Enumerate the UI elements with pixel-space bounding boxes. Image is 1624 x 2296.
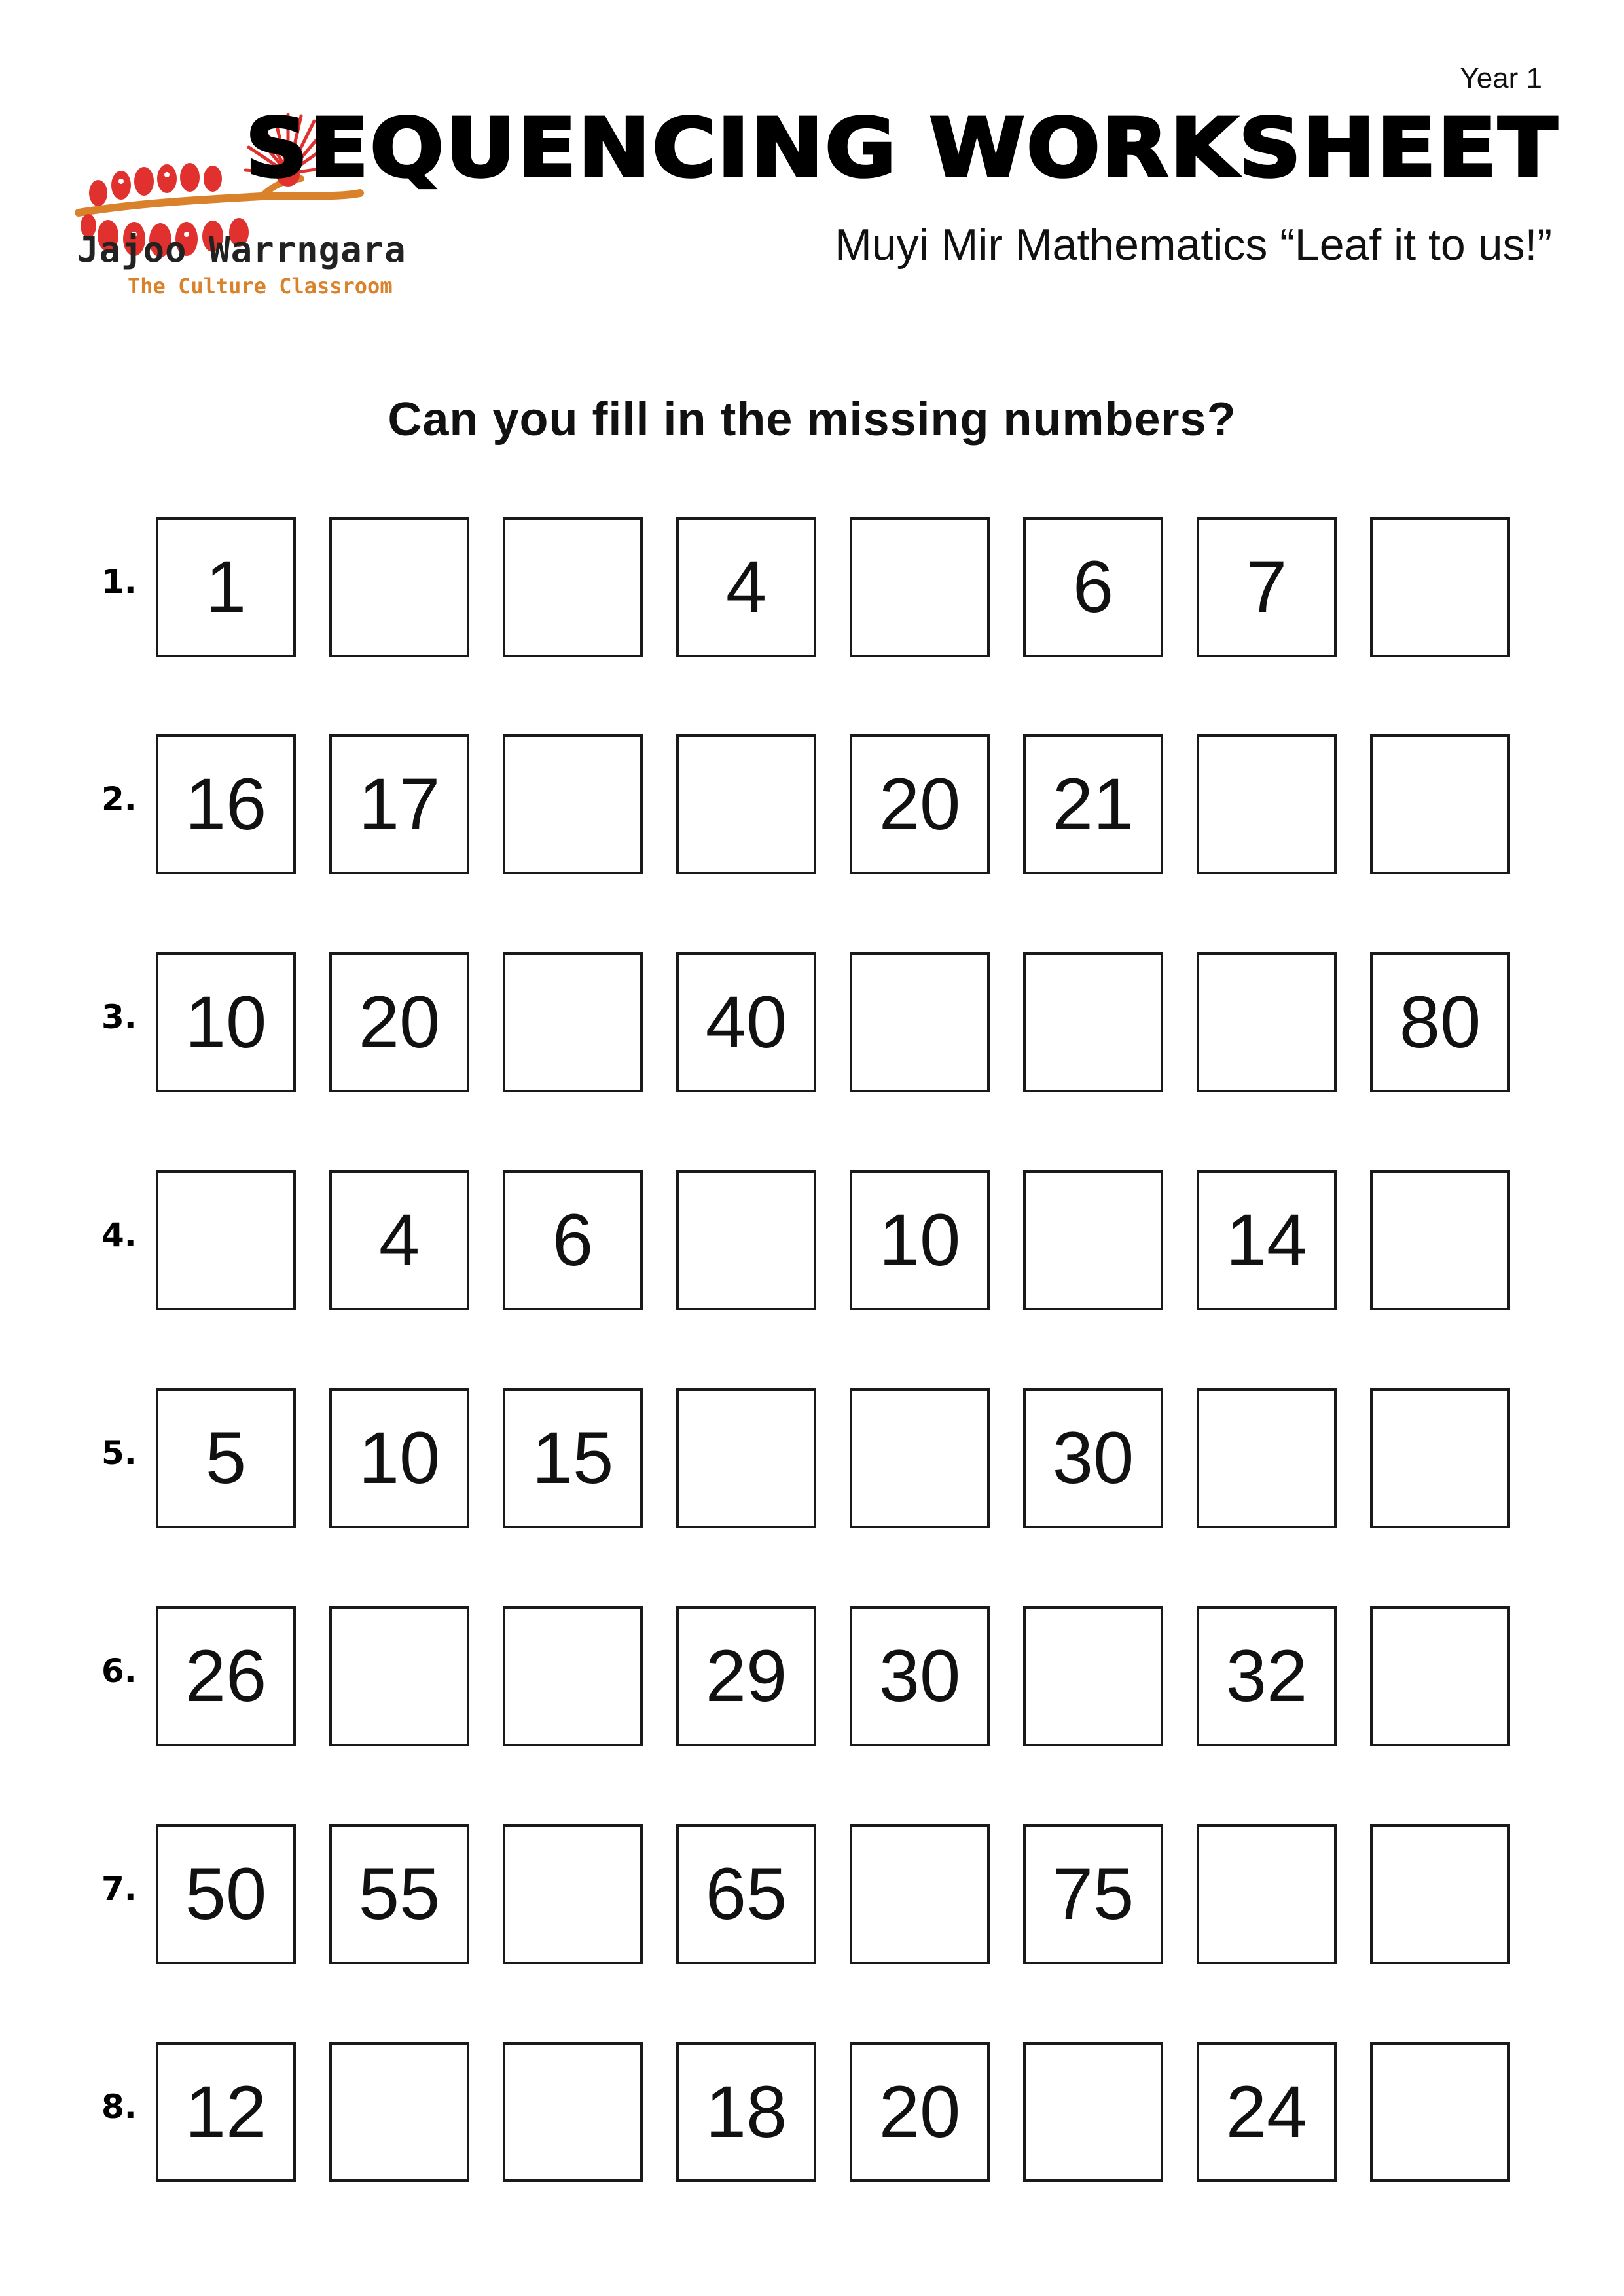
empty-answer-box[interactable] <box>850 1824 990 1964</box>
sequence-row-2 <box>0 734 1624 874</box>
number-box: 40 <box>676 952 816 1092</box>
row-number-label: 7. <box>101 1870 137 1908</box>
row-number-label: 1. <box>101 563 137 601</box>
empty-answer-box[interactable] <box>503 1606 643 1746</box>
worksheet-title: SEQUENCING WORKSHEET <box>245 101 1559 196</box>
row-number-label: 6. <box>101 1652 137 1690</box>
sequence-row-7 <box>0 1824 1624 1964</box>
number-box: 6 <box>503 1170 643 1310</box>
row-number-label: 5. <box>101 1434 137 1472</box>
sequence-row-3 <box>0 952 1624 1092</box>
empty-answer-box[interactable] <box>156 1170 296 1310</box>
number-box: 15 <box>503 1388 643 1528</box>
number-box: 30 <box>850 1606 990 1746</box>
empty-answer-box[interactable] <box>1370 1388 1510 1528</box>
empty-answer-box[interactable] <box>1197 734 1337 874</box>
empty-answer-box[interactable] <box>329 1606 469 1746</box>
number-box: 18 <box>676 2042 816 2182</box>
empty-answer-box[interactable] <box>1370 734 1510 874</box>
empty-answer-box[interactable] <box>503 2042 643 2182</box>
empty-answer-box[interactable] <box>503 517 643 657</box>
number-box: 14 <box>1197 1170 1337 1310</box>
empty-answer-box[interactable] <box>329 517 469 657</box>
number-box: 20 <box>329 952 469 1092</box>
number-box: 12 <box>156 2042 296 2182</box>
sequence-row-8 <box>0 2042 1624 2182</box>
sequence-row-1 <box>0 517 1624 657</box>
empty-answer-box[interactable] <box>1023 1170 1163 1310</box>
number-box: 10 <box>329 1388 469 1528</box>
empty-answer-box[interactable] <box>676 734 816 874</box>
number-box: 4 <box>329 1170 469 1310</box>
empty-answer-box[interactable] <box>1197 952 1337 1092</box>
empty-answer-box[interactable] <box>676 1388 816 1528</box>
number-box: 55 <box>329 1824 469 1964</box>
row-number-label: 4. <box>101 1216 137 1254</box>
row-number-label: 2. <box>101 780 137 818</box>
empty-answer-box[interactable] <box>1197 1824 1337 1964</box>
row-number-label: 3. <box>101 998 137 1036</box>
number-box: 1 <box>156 517 296 657</box>
number-box: 4 <box>676 517 816 657</box>
worksheet-subtitle: Muyi Mir Mathematics “Leaf it to us!” <box>835 220 1552 270</box>
number-box: 20 <box>850 2042 990 2182</box>
empty-answer-box[interactable] <box>1023 1606 1163 1746</box>
year-level: Year 1 <box>1460 62 1542 94</box>
empty-answer-box[interactable] <box>1370 1170 1510 1310</box>
sequence-row-5 <box>0 1388 1624 1528</box>
empty-answer-box[interactable] <box>1197 1388 1337 1528</box>
number-box: 80 <box>1370 952 1510 1092</box>
number-box: 7 <box>1197 517 1337 657</box>
number-box: 65 <box>676 1824 816 1964</box>
empty-answer-box[interactable] <box>676 1170 816 1310</box>
empty-answer-box[interactable] <box>850 952 990 1092</box>
empty-answer-box[interactable] <box>1023 952 1163 1092</box>
number-box: 6 <box>1023 517 1163 657</box>
number-box: 24 <box>1197 2042 1337 2182</box>
number-box: 75 <box>1023 1824 1163 1964</box>
empty-answer-box[interactable] <box>503 1824 643 1964</box>
number-box: 29 <box>676 1606 816 1746</box>
number-box: 5 <box>156 1388 296 1528</box>
empty-answer-box[interactable] <box>1370 1606 1510 1746</box>
instruction-text: Can you fill in the missing numbers? <box>388 393 1236 446</box>
empty-answer-box[interactable] <box>503 952 643 1092</box>
number-box: 20 <box>850 734 990 874</box>
empty-answer-box[interactable] <box>850 1388 990 1528</box>
brand-tagline: The Culture Classroom <box>128 274 393 298</box>
number-box: 50 <box>156 1824 296 1964</box>
sequence-row-6 <box>0 1606 1624 1746</box>
empty-answer-box[interactable] <box>1370 2042 1510 2182</box>
empty-answer-box[interactable] <box>329 2042 469 2182</box>
number-box: 21 <box>1023 734 1163 874</box>
number-box: 10 <box>156 952 296 1092</box>
row-number-label: 8. <box>101 2088 137 2126</box>
empty-answer-box[interactable] <box>503 734 643 874</box>
sequence-row-4 <box>0 1170 1624 1310</box>
number-box: 26 <box>156 1606 296 1746</box>
empty-answer-box[interactable] <box>1370 1824 1510 1964</box>
number-box: 10 <box>850 1170 990 1310</box>
empty-answer-box[interactable] <box>850 517 990 657</box>
empty-answer-box[interactable] <box>1370 517 1510 657</box>
number-box: 30 <box>1023 1388 1163 1528</box>
empty-answer-box[interactable] <box>1023 2042 1163 2182</box>
brand-name: Jajoo Warrngara <box>77 229 406 270</box>
number-box: 16 <box>156 734 296 874</box>
number-box: 17 <box>329 734 469 874</box>
number-box: 32 <box>1197 1606 1337 1746</box>
